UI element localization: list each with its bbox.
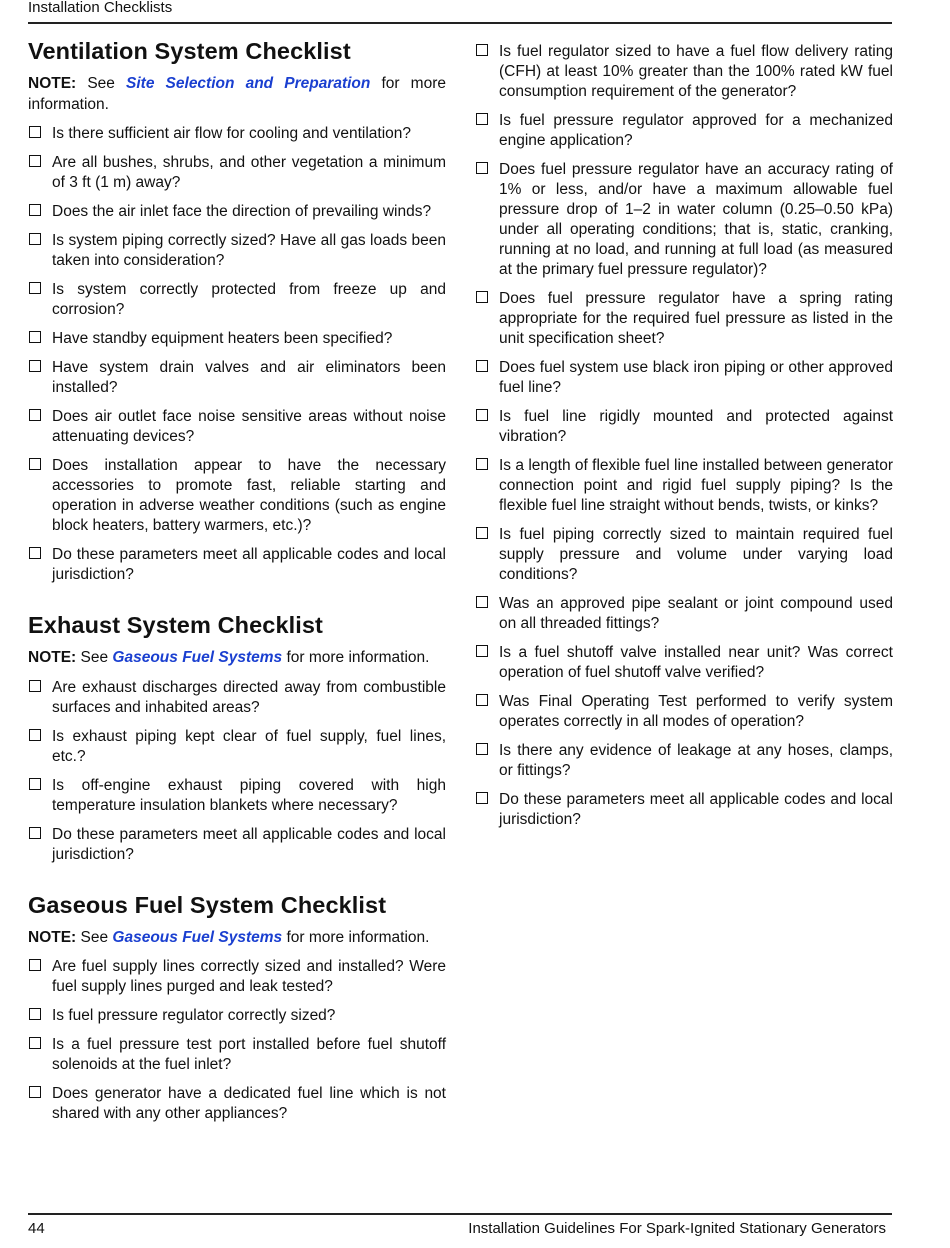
checkbox[interactable] <box>29 1008 41 1020</box>
exhaust-note <box>28 648 446 669</box>
checklist-item <box>28 124 446 144</box>
gaseous-fuel-title: Gaseous Fuel System Checklist <box>28 891 387 918</box>
note-text: See <box>76 649 113 666</box>
note-text: See <box>76 928 113 946</box>
site-selection-link[interactable]: Site Selection and Preparation <box>126 75 371 92</box>
checkbox[interactable] <box>476 792 488 804</box>
checkbox[interactable] <box>29 282 41 294</box>
checkbox[interactable] <box>29 204 41 216</box>
checkbox[interactable] <box>29 233 41 245</box>
gaseous-fuel-systems-link[interactable]: Gaseous Fuel Systems <box>112 649 283 666</box>
section-spacer <box>28 594 446 610</box>
checkbox[interactable] <box>476 596 488 608</box>
checklist-item <box>28 280 446 320</box>
checklist-item-text: Is fuel regulator sized to have a fuel flow delivery rating (CFH) at least 10% greater than the 100% rated kW fuel consumption requirement of the generator? <box>499 43 893 100</box>
checklist-item <box>28 153 446 193</box>
checklist-item <box>28 727 446 767</box>
gaseous-fuel-checklist-continued <box>475 42 893 830</box>
page-number: 44 <box>28 1220 45 1237</box>
note-label: NOTE: <box>28 928 77 946</box>
checkbox[interactable] <box>29 331 41 343</box>
checklist-item-text: Are fuel supply lines correctly sized and installed? Were fuel supply lines purged and leak tested? <box>52 958 446 995</box>
checklist-item <box>28 358 446 398</box>
checklist-item <box>28 329 446 349</box>
checklist-item-text: Is fuel pressure regulator approved for a mechanized engine application? <box>499 112 893 149</box>
checklist-item-text: Is a fuel pressure test port installed before fuel shutoff solenoids at the fuel inlet? <box>52 1036 446 1073</box>
gaseous-fuel-note <box>28 928 446 949</box>
checklist-item-text: Does air outlet face noise sensitive areas without noise attenuating devices? <box>52 408 446 445</box>
ventilation-checklist <box>28 124 446 585</box>
checkbox[interactable] <box>29 360 41 372</box>
checklist-item-text: Is fuel pressure regulator correctly sized? <box>52 1007 336 1024</box>
checklist-item <box>475 456 893 516</box>
checklist-item <box>28 776 446 816</box>
document-title: Installation Guidelines For Spark-Ignited Stationary Generators <box>468 1220 886 1237</box>
checklist-item <box>28 407 446 447</box>
checklist-item-text: Does installation appear to have the necessary accessories to promote fast, reliable starting and operation in adverse weather conditions (such as engine block heaters, battery warmers, etc.)? <box>52 457 446 534</box>
checklist-item-text: Was Final Operating Test performed to verify system operates correctly in all modes of operation? <box>499 693 893 730</box>
checklist-item <box>475 741 893 781</box>
gaseous-fuel-systems-link[interactable]: Gaseous Fuel Systems <box>112 928 283 946</box>
checkbox[interactable] <box>29 680 41 692</box>
checklist-item <box>475 42 893 102</box>
ventilation-section <box>28 36 446 585</box>
checklist-item-text: Have system drain valves and air eliminators been installed? <box>52 359 446 396</box>
exhaust-section <box>28 610 446 865</box>
checkbox[interactable] <box>476 44 488 56</box>
checklist-item <box>28 1006 446 1026</box>
checkbox[interactable] <box>476 458 488 470</box>
checkbox[interactable] <box>29 458 41 470</box>
checklist-item-text: Is system piping correctly sized? Have all gas loads been taken into consideration? <box>52 232 446 269</box>
checklist-item-text: Is there sufficient air flow for cooling and ventilation? <box>52 125 411 142</box>
checklist-item <box>475 111 893 151</box>
checkbox[interactable] <box>476 113 488 125</box>
checkbox[interactable] <box>29 155 41 167</box>
checklist-item-text: Is system correctly protected from freeze up and corrosion? <box>52 281 446 318</box>
checkbox[interactable] <box>29 126 41 138</box>
checklist-item <box>475 160 893 280</box>
checkbox[interactable] <box>29 959 41 971</box>
checklist-item-text: Is a length of flexible fuel line installed between generator connection point and rigid fuel supply piping? Is the flexible fuel line straight without bends, twists, or kinks? <box>499 457 893 514</box>
checklist-item <box>475 692 893 732</box>
checklist-item-text: Do these parameters meet all applicable codes and local jurisdiction? <box>52 825 446 863</box>
checkbox[interactable] <box>476 360 488 372</box>
checklist-item <box>28 1035 446 1075</box>
running-footer <box>28 1213 892 1245</box>
checkbox[interactable] <box>476 527 488 539</box>
exhaust-checklist <box>28 678 446 865</box>
note-label: NOTE: <box>28 649 77 666</box>
note-text: for more information. <box>28 75 446 113</box>
running-header-title: Installation Checklists <box>28 0 173 16</box>
checkbox[interactable] <box>29 1086 41 1098</box>
right-column <box>475 42 893 839</box>
checklist-item <box>475 594 893 634</box>
left-column <box>28 36 446 1133</box>
checkbox[interactable] <box>29 729 41 741</box>
checklist-item <box>28 825 446 865</box>
checklist-item <box>475 525 893 585</box>
checklist-item-text: Does fuel pressure regulator have a spring rating appropriate for the required fuel pressure as listed in the unit specification sheet? <box>499 290 893 347</box>
note-text: for more information. <box>282 649 430 666</box>
checkbox[interactable] <box>476 162 488 174</box>
note-text: See <box>76 75 127 92</box>
checklist-item <box>28 957 446 997</box>
checkbox[interactable] <box>476 694 488 706</box>
checklist-item-text: Does fuel system use black iron piping or other approved fuel line? <box>499 359 893 396</box>
checklist-item-text: Is fuel piping correctly sized to maintain required fuel supply pressure and volume under varying load conditions? <box>499 526 893 583</box>
checklist-item <box>475 790 893 830</box>
running-header <box>28 0 892 24</box>
note-text: for more information. <box>282 928 430 946</box>
checklist-item-text: Do these parameters meet all applicable codes and local jurisdiction? <box>499 791 893 828</box>
checklist-item <box>475 289 893 349</box>
checkbox[interactable] <box>476 291 488 303</box>
checklist-item-text: Are exhaust discharges directed away from combustible surfaces and inhabited areas? <box>52 678 446 716</box>
checklist-item-text: Is fuel line rigidly mounted and protected against vibration? <box>499 408 893 445</box>
section-spacer <box>28 874 446 890</box>
checklist-item-text: Have standby equipment heaters been specified? <box>52 330 393 347</box>
checkbox[interactable] <box>29 778 41 790</box>
gaseous-fuel-checklist <box>28 957 446 1124</box>
checklist-item-text: Was an approved pipe sealant or joint compound used on all threaded fittings? <box>499 595 893 632</box>
checkbox[interactable] <box>29 547 41 559</box>
note-label: NOTE: <box>28 75 77 92</box>
checkbox[interactable] <box>29 409 41 421</box>
checklist-item <box>28 678 446 718</box>
checkbox[interactable] <box>476 743 488 755</box>
checklist-item <box>28 231 446 271</box>
checklist-item-text: Does the air inlet face the direction of prevailing winds? <box>52 203 432 220</box>
checklist-item-text: Do these parameters meet all applicable codes and local jurisdiction? <box>52 546 446 583</box>
checklist-item <box>28 202 446 222</box>
checklist-item-text: Is off-engine exhaust piping covered with high temperature insulation blankets where necessary? <box>52 776 446 814</box>
checklist-item <box>475 407 893 447</box>
ventilation-title: Ventilation System Checklist <box>28 38 351 64</box>
checkbox[interactable] <box>29 827 41 839</box>
checklist-item-text: Are all bushes, shrubs, and other vegetation a minimum of 3 ft (1 m) away? <box>52 154 446 191</box>
checklist-item-text: Does generator have a dedicated fuel line which is not shared with any other appliances? <box>52 1085 446 1122</box>
checklist-item <box>28 1084 446 1124</box>
checklist-item-text: Is there any evidence of leakage at any hoses, clamps, or fittings? <box>499 742 893 779</box>
checklist-item <box>475 643 893 683</box>
checkbox[interactable] <box>29 1037 41 1049</box>
checklist-item-text: Does fuel pressure regulator have an accuracy rating of 1% or less, and/or have a maximum allowable fuel pressure drop of 1–2 in water column (0.25–0.50 kPa) under all operating conditions; that is, static, cranking, running at no load, and running at full load (as measured at the primary fuel pressure regulator)? <box>499 161 893 278</box>
checklist-item-text: Is a fuel shutoff valve installed near unit? Was correct operation of fuel shutoff valve verified? <box>499 644 893 681</box>
checkbox[interactable] <box>476 409 488 421</box>
checklist-item-text: Is exhaust piping kept clear of fuel supply, fuel lines, etc.? <box>52 727 446 765</box>
gaseous-fuel-section <box>28 890 446 1125</box>
ventilation-note <box>28 74 446 115</box>
checklist-item <box>475 358 893 398</box>
checklist-item <box>28 545 446 585</box>
checkbox[interactable] <box>476 645 488 657</box>
exhaust-title: Exhaust System Checklist <box>28 612 323 638</box>
checklist-item <box>28 456 446 536</box>
